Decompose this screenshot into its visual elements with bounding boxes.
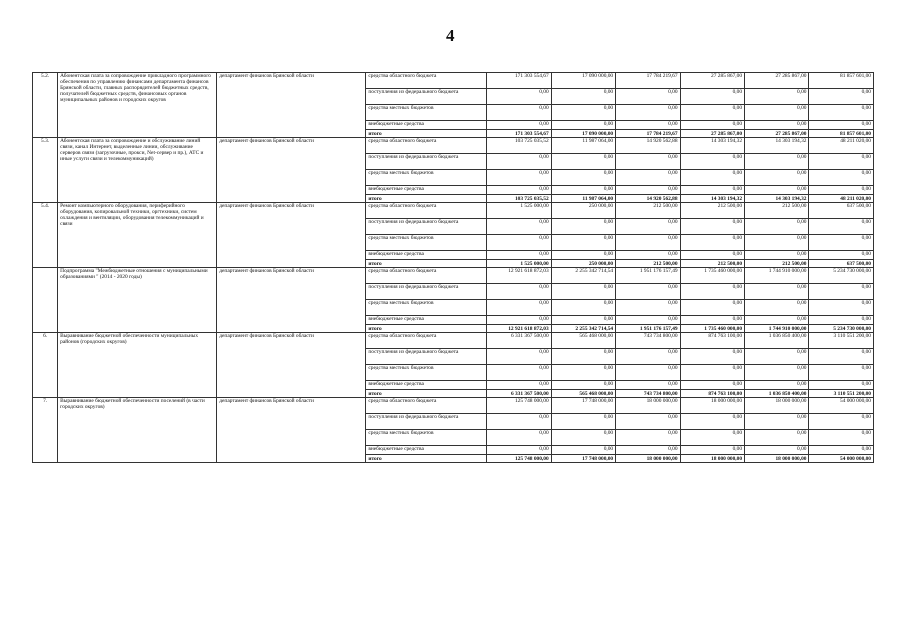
amount-cell: 1 525 000,00 <box>487 260 551 268</box>
amount-cell: 0,00 <box>809 349 874 365</box>
amount-cell: 212 500,00 <box>745 203 809 219</box>
amount-cell: 0,00 <box>745 414 809 430</box>
amount-cell: 0,00 <box>616 300 680 316</box>
amount-cell: 11 987 064,00 <box>551 138 615 154</box>
amount-cell: 0,00 <box>745 235 809 251</box>
amount-cell: 0,00 <box>616 89 680 105</box>
amount-cell: 0,00 <box>551 219 615 235</box>
amount-cell: 0,00 <box>745 349 809 365</box>
amount-cell: 0,00 <box>616 121 680 130</box>
amount-cell: 17 090 000,00 <box>551 73 615 89</box>
amount-cell: 0,00 <box>616 105 680 121</box>
amount-cell: 171 303 554,67 <box>487 73 551 89</box>
amount-cell: 18 000 000,00 <box>680 455 744 463</box>
funding-source: средства местных бюджетов <box>366 170 487 186</box>
amount-cell: 0,00 <box>745 381 809 390</box>
amount-cell: 250 000,00 <box>551 203 615 219</box>
amount-cell: 0,00 <box>680 219 744 235</box>
amount-cell: 0,00 <box>680 154 744 170</box>
amount-cell: 0,00 <box>809 316 874 325</box>
amount-cell: 171 303 554,67 <box>487 130 551 138</box>
amount-cell: 565 468 000,00 <box>551 333 615 349</box>
funding-row <box>33 333 874 349</box>
amount-cell: 0,00 <box>809 219 874 235</box>
funding-source: поступления из федерального бюджета <box>366 154 487 170</box>
amount-cell: 0,00 <box>809 284 874 300</box>
funding-source: средства областного бюджета <box>366 333 487 349</box>
amount-cell: 0,00 <box>680 284 744 300</box>
amount-cell: 11 987 064,00 <box>551 195 615 203</box>
funding-source: внебюджетные средства <box>366 446 487 455</box>
amount-cell: 0,00 <box>680 300 744 316</box>
amount-cell: 14 303 194,32 <box>680 195 744 203</box>
amount-cell: 0,00 <box>745 121 809 130</box>
amount-cell: 0,00 <box>745 219 809 235</box>
amount-cell: 212 500,00 <box>680 260 744 268</box>
amount-cell: 48 211 020,00 <box>809 195 874 203</box>
amount-cell: 0,00 <box>809 381 874 390</box>
amount-cell: 0,00 <box>809 251 874 260</box>
funding-source: поступления из федерального бюджета <box>366 89 487 105</box>
amount-cell: 0,00 <box>745 430 809 446</box>
amount-cell: 27 285 867,00 <box>680 73 744 89</box>
amount-cell: 3 110 551 200,00 <box>809 390 874 398</box>
amount-cell: 212 500,00 <box>680 203 744 219</box>
amount-cell: 0,00 <box>680 316 744 325</box>
amount-cell: 1 735 460 000,00 <box>680 325 744 333</box>
amount-cell: 0,00 <box>487 284 551 300</box>
amount-cell: 0,00 <box>809 446 874 455</box>
amount-cell: 48 211 020,00 <box>809 138 874 154</box>
amount-cell: 0,00 <box>809 300 874 316</box>
amount-cell: 0,00 <box>680 186 744 195</box>
amount-cell: 0,00 <box>680 430 744 446</box>
amount-cell: 18 000 000,00 <box>745 455 809 463</box>
amount-cell: 0,00 <box>616 235 680 251</box>
item-number <box>33 268 58 333</box>
amount-cell: 103 725 035,52 <box>487 195 551 203</box>
amount-cell: 212 500,00 <box>616 203 680 219</box>
amount-cell: 0,00 <box>551 105 615 121</box>
amount-cell: 0,00 <box>745 365 809 381</box>
funding-source: средства областного бюджета <box>366 203 487 219</box>
funding-source: средства местных бюджетов <box>366 235 487 251</box>
amount-cell: 250 000,00 <box>551 260 615 268</box>
funding-row <box>33 268 874 284</box>
item-executor: департамент финансов Брянской области <box>217 398 366 463</box>
funding-source: поступления из федерального бюджета <box>366 414 487 430</box>
amount-cell: 565 468 000,00 <box>551 390 615 398</box>
funding-source: итого <box>366 455 487 463</box>
item-executor: департамент финансов Брянской области <box>217 138 366 203</box>
funding-source: средства местных бюджетов <box>366 300 487 316</box>
funding-source: средства областного бюджета <box>366 268 487 284</box>
item-name: Абонентская плата за сопровождение и обслуживание линий связи, канал Интернет, выделенные линии, обслуживание серверов связи (загрузочные, прокси, Net-сервер и пр.), АТС и иные услуги связи и телекоммуникаций) <box>58 138 217 203</box>
amount-cell: 0,00 <box>551 300 615 316</box>
amount-cell: 1 951 176 157,49 <box>616 325 680 333</box>
amount-cell: 0,00 <box>487 446 551 455</box>
amount-cell: 743 734 800,00 <box>616 333 680 349</box>
amount-cell: 0,00 <box>809 414 874 430</box>
amount-cell: 0,00 <box>745 446 809 455</box>
amount-cell: 0,00 <box>551 170 615 186</box>
funding-source: средства областного бюджета <box>366 398 487 414</box>
amount-cell: 0,00 <box>551 414 615 430</box>
amount-cell: 6 331 367 500,00 <box>487 333 551 349</box>
amount-cell: 125 748 000,00 <box>487 398 551 414</box>
amount-cell: 0,00 <box>487 105 551 121</box>
item-name: Выравнивание бюджетной обеспеченности поселений (в части городских округов) <box>58 398 217 463</box>
amount-cell: 0,00 <box>616 446 680 455</box>
amount-cell: 17 748 000,00 <box>551 398 615 414</box>
amount-cell: 0,00 <box>551 446 615 455</box>
amount-cell: 2 255 342 714,54 <box>551 268 615 284</box>
amount-cell: 0,00 <box>745 251 809 260</box>
funding-row <box>33 203 874 219</box>
amount-cell: 0,00 <box>680 170 744 186</box>
funding-source: средства местных бюджетов <box>366 430 487 446</box>
amount-cell: 0,00 <box>809 365 874 381</box>
amount-cell: 0,00 <box>616 414 680 430</box>
amount-cell: 18 000 000,00 <box>616 455 680 463</box>
amount-cell: 0,00 <box>616 251 680 260</box>
amount-cell: 0,00 <box>616 219 680 235</box>
funding-source: поступления из федерального бюджета <box>366 219 487 235</box>
amount-cell: 0,00 <box>487 186 551 195</box>
item-number: 5.4. <box>33 203 58 268</box>
amount-cell: 5 234 730 000,00 <box>809 268 874 284</box>
item-executor: департамент финансов Брянской области <box>217 268 366 333</box>
amount-cell: 1 744 910 000,00 <box>745 325 809 333</box>
amount-cell: 0,00 <box>616 186 680 195</box>
funding-source: внебюджетные средства <box>366 251 487 260</box>
amount-cell: 0,00 <box>487 316 551 325</box>
amount-cell: 0,00 <box>745 186 809 195</box>
amount-cell: 212 500,00 <box>745 260 809 268</box>
budget-table-body <box>33 73 874 463</box>
funding-source: внебюджетные средства <box>366 316 487 325</box>
amount-cell: 27 285 867,00 <box>745 73 809 89</box>
amount-cell: 12 921 618 872,03 <box>487 325 551 333</box>
amount-cell: 0,00 <box>809 186 874 195</box>
page-number: 4 <box>446 26 455 45</box>
amount-cell: 0,00 <box>551 121 615 130</box>
item-number: 5.3. <box>33 138 58 203</box>
amount-cell: 18 000 000,00 <box>680 398 744 414</box>
amount-cell: 0,00 <box>551 89 615 105</box>
amount-cell: 14 303 194,32 <box>680 138 744 154</box>
funding-source: итого <box>366 390 487 398</box>
funding-source: итого <box>366 325 487 333</box>
amount-cell: 0,00 <box>551 430 615 446</box>
amount-cell: 0,00 <box>680 89 744 105</box>
amount-cell: 1 744 910 000,00 <box>745 268 809 284</box>
amount-cell: 14 303 194,32 <box>745 138 809 154</box>
item-name: Ремонт компьютерного оборудования, периферийного оборудования, копировальной техники, оргтехники, систем охлаждения и вентиляции, оборудования телекоммуникаций и связи <box>58 203 217 268</box>
amount-cell: 14 920 562,88 <box>616 138 680 154</box>
funding-source: итого <box>366 260 487 268</box>
amount-cell: 81 857 601,00 <box>809 130 874 138</box>
amount-cell: 18 000 000,00 <box>745 398 809 414</box>
funding-source: средства местных бюджетов <box>366 365 487 381</box>
amount-cell: 1 951 176 157,49 <box>616 268 680 284</box>
amount-cell: 0,00 <box>745 170 809 186</box>
item-number: 7. <box>33 398 58 463</box>
amount-cell: 0,00 <box>809 430 874 446</box>
amount-cell: 0,00 <box>680 414 744 430</box>
amount-cell: 0,00 <box>680 235 744 251</box>
amount-cell: 0,00 <box>745 89 809 105</box>
item-executor: департамент финансов Брянской области <box>217 333 366 398</box>
item-name: Выравнивание бюджетной обеспеченности муниципальных районов (городских округов) <box>58 333 217 398</box>
budget-table <box>32 72 874 463</box>
amount-cell: 0,00 <box>487 235 551 251</box>
item-number: 6. <box>33 333 58 398</box>
item-executor: департамент финансов Брянской области <box>217 203 366 268</box>
amount-cell: 0,00 <box>680 251 744 260</box>
amount-cell: 0,00 <box>487 381 551 390</box>
amount-cell: 0,00 <box>745 105 809 121</box>
amount-cell: 81 857 601,00 <box>809 73 874 89</box>
amount-cell: 0,00 <box>616 154 680 170</box>
amount-cell: 54 000 000,00 <box>809 398 874 414</box>
funding-source: поступления из федерального бюджета <box>366 284 487 300</box>
amount-cell: 17 784 219,67 <box>616 73 680 89</box>
amount-cell: 0,00 <box>809 170 874 186</box>
amount-cell: 0,00 <box>487 414 551 430</box>
amount-cell: 0,00 <box>809 121 874 130</box>
funding-source: итого <box>366 195 487 203</box>
amount-cell: 0,00 <box>809 89 874 105</box>
amount-cell: 637 500,00 <box>809 203 874 219</box>
amount-cell: 14 303 194,32 <box>745 195 809 203</box>
amount-cell: 0,00 <box>616 316 680 325</box>
amount-cell: 54 000 000,00 <box>809 455 874 463</box>
amount-cell: 0,00 <box>487 89 551 105</box>
amount-cell: 27 285 867,00 <box>745 130 809 138</box>
amount-cell: 12 921 618 872,03 <box>487 268 551 284</box>
amount-cell: 0,00 <box>551 316 615 325</box>
amount-cell: 1 735 460 000,00 <box>680 268 744 284</box>
amount-cell: 0,00 <box>809 154 874 170</box>
amount-cell: 1 036 850 400,00 <box>745 333 809 349</box>
funding-source: поступления из федерального бюджета <box>366 349 487 365</box>
amount-cell: 0,00 <box>680 349 744 365</box>
amount-cell: 743 734 800,00 <box>616 390 680 398</box>
amount-cell: 0,00 <box>745 300 809 316</box>
funding-source: внебюджетные средства <box>366 121 487 130</box>
amount-cell: 0,00 <box>745 284 809 300</box>
funding-source: внебюджетные средства <box>366 186 487 195</box>
amount-cell: 0,00 <box>616 430 680 446</box>
amount-cell: 0,00 <box>487 170 551 186</box>
amount-cell: 212 500,00 <box>616 260 680 268</box>
amount-cell: 0,00 <box>487 219 551 235</box>
amount-cell: 0,00 <box>745 154 809 170</box>
funding-row <box>33 398 874 414</box>
amount-cell: 125 748 000,00 <box>487 455 551 463</box>
amount-cell: 2 255 342 714,54 <box>551 325 615 333</box>
amount-cell: 874 763 100,00 <box>680 390 744 398</box>
amount-cell: 1 036 850 400,00 <box>745 390 809 398</box>
amount-cell: 14 920 562,88 <box>616 195 680 203</box>
amount-cell: 0,00 <box>487 365 551 381</box>
funding-row <box>33 138 874 154</box>
amount-cell: 18 000 000,00 <box>616 398 680 414</box>
amount-cell: 0,00 <box>551 186 615 195</box>
amount-cell: 0,00 <box>616 381 680 390</box>
amount-cell: 0,00 <box>680 105 744 121</box>
amount-cell: 0,00 <box>616 349 680 365</box>
funding-source: средства местных бюджетов <box>366 105 487 121</box>
amount-cell: 17 784 219,67 <box>616 130 680 138</box>
amount-cell: 637 500,00 <box>809 260 874 268</box>
amount-cell: 103 725 035,52 <box>487 138 551 154</box>
funding-source: внебюджетные средства <box>366 381 487 390</box>
amount-cell: 0,00 <box>551 381 615 390</box>
item-name: Подпрограмма "Межбюджетные отношения с муниципальными образованиями " (2014 - 2020 годы) <box>58 268 217 333</box>
item-name: Абонентская плата за сопровождение прикладного программного обеспечения по управлению финансами департамента финансов Брянской области, главных распорядителей бюджетных средств, получателей бюджетных средств, финансовых органов муниципальных районов и городских округов <box>58 73 217 138</box>
amount-cell: 17 090 000,00 <box>551 130 615 138</box>
funding-source: средства областного бюджета <box>366 73 487 89</box>
item-number: 5.2. <box>33 73 58 138</box>
amount-cell: 0,00 <box>616 284 680 300</box>
amount-cell: 0,00 <box>616 365 680 381</box>
amount-cell: 6 331 367 500,00 <box>487 390 551 398</box>
amount-cell: 874 763 100,00 <box>680 333 744 349</box>
amount-cell: 0,00 <box>551 154 615 170</box>
amount-cell: 1 525 000,00 <box>487 203 551 219</box>
amount-cell: 0,00 <box>680 446 744 455</box>
amount-cell: 0,00 <box>551 349 615 365</box>
amount-cell: 0,00 <box>487 430 551 446</box>
amount-cell: 0,00 <box>809 105 874 121</box>
amount-cell: 27 285 867,00 <box>680 130 744 138</box>
amount-cell: 0,00 <box>680 381 744 390</box>
amount-cell: 0,00 <box>487 349 551 365</box>
amount-cell: 3 110 551 200,00 <box>809 333 874 349</box>
amount-cell: 5 234 730 000,00 <box>809 325 874 333</box>
amount-cell: 0,00 <box>487 121 551 130</box>
item-executor: департамент финансов Брянской области <box>217 73 366 138</box>
amount-cell: 0,00 <box>551 365 615 381</box>
amount-cell: 17 748 000,00 <box>551 455 615 463</box>
amount-cell: 0,00 <box>487 300 551 316</box>
amount-cell: 0,00 <box>616 170 680 186</box>
amount-cell: 0,00 <box>551 235 615 251</box>
amount-cell: 0,00 <box>745 316 809 325</box>
funding-source: итого <box>366 130 487 138</box>
amount-cell: 0,00 <box>551 284 615 300</box>
amount-cell: 0,00 <box>680 365 744 381</box>
amount-cell: 0,00 <box>487 251 551 260</box>
amount-cell: 0,00 <box>809 235 874 251</box>
amount-cell: 0,00 <box>680 121 744 130</box>
amount-cell: 0,00 <box>487 154 551 170</box>
funding-row <box>33 73 874 89</box>
amount-cell: 0,00 <box>551 251 615 260</box>
funding-source: средства областного бюджета <box>366 138 487 154</box>
